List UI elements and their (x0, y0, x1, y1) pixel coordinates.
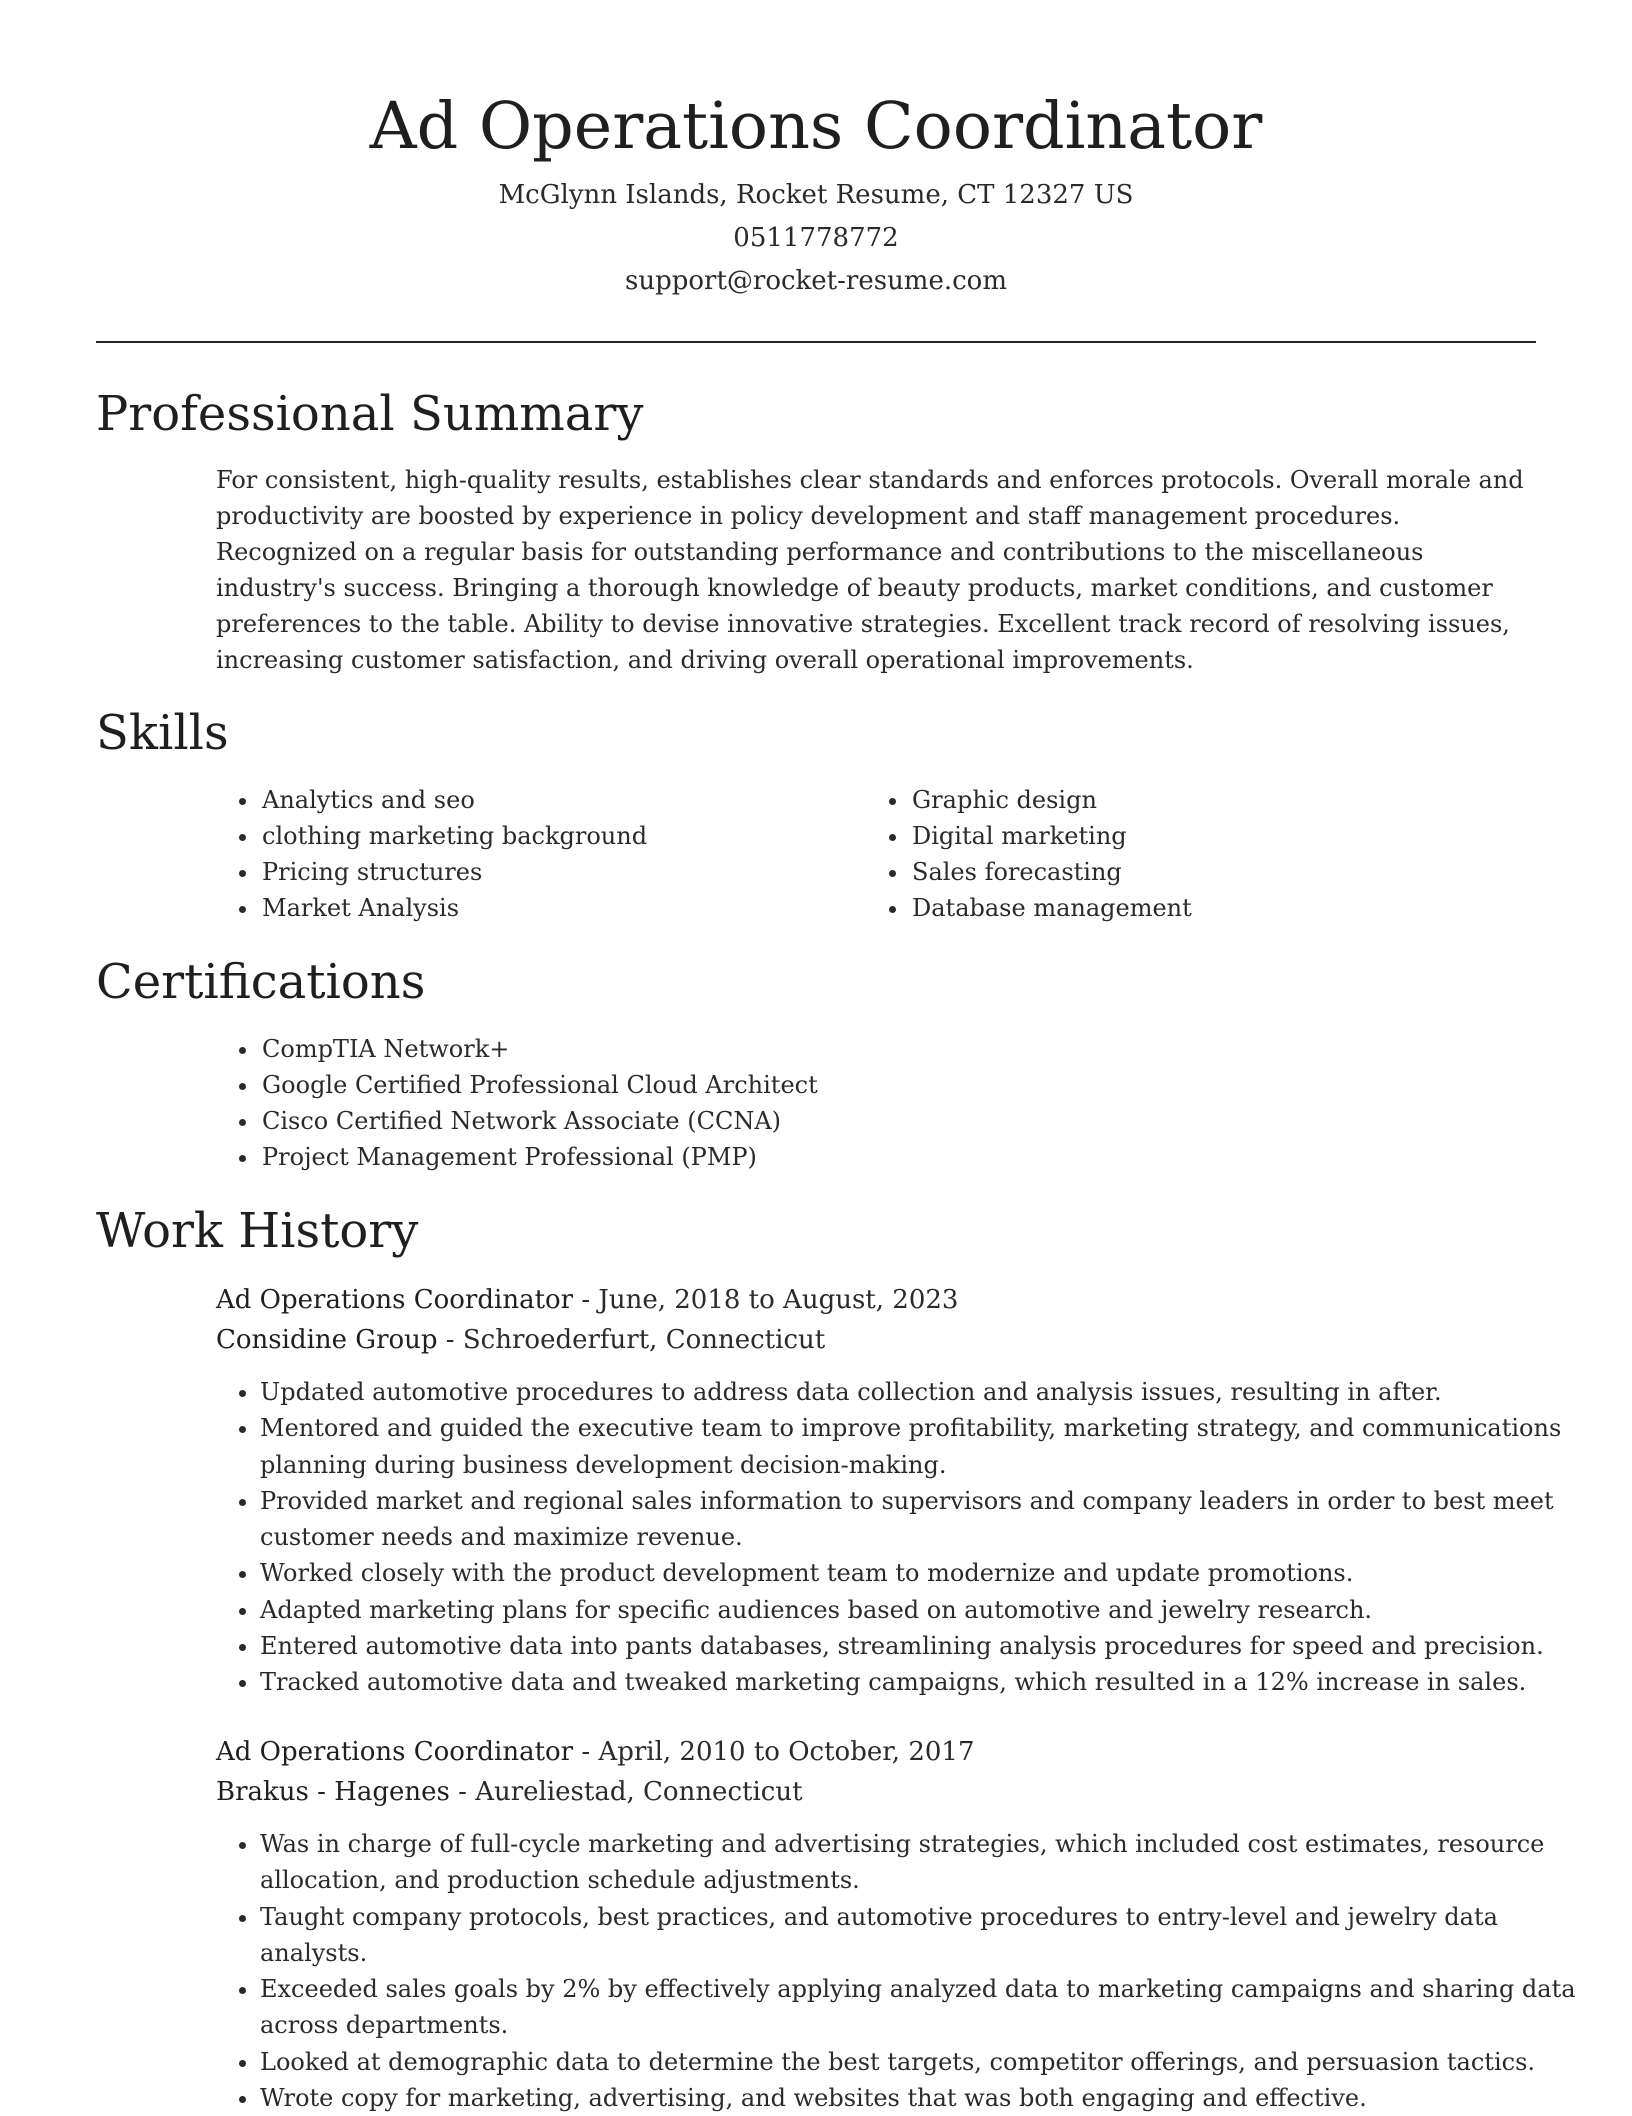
certification-item: • Cisco Certified Network Associate (CCNA) (260, 1103, 1580, 1139)
summary-text: For consistent, high-quality results, establishes clear standards and enforces protocols. Overall morale and productivity are boosted by experience in policy development and staff management procedures. Recognized on a regular basis for outstanding performance and contributions to the miscellaneous industry's success. Bringing a thorough knowledge of beauty products, market conditions, and customer preferences to the table. Ability to devise innovative strategies. Excellent track record of resolving issues, increasing customer satisfaction, and driving overall operational improvements. (216, 466, 1524, 674)
contact-address: McGlynn Islands, Rocket Resume, CT 12327 US (498, 180, 1134, 210)
job-company-line: Brakus - Hagenes - Aureliestad, Connecticut (216, 1777, 803, 1807)
job-title-line: Ad Operations Coordinator - April, 2010 to October, 2017 (216, 1737, 975, 1767)
certification-item: • Project Management Professional (PMP) (260, 1139, 1580, 1175)
responsibility-item: • Taught company protocols, best practices, and automotive procedures to entry-level and jewelry data analysts. (260, 1899, 1580, 1972)
work-history-heading: Work History (96, 1203, 419, 1259)
responsibility-item: • Tracked automotive data and tweaked marketing campaigns, which resulted in a 12% increase in sales. (260, 1664, 1580, 1700)
skill-item: • Market Analysis (260, 890, 860, 926)
skill-item: • Analytics and seo (260, 782, 860, 818)
responsibility-item: • Entered automotive data into pants databases, streamlining analysis procedures for speed and precision. (260, 1628, 1580, 1664)
skills-heading: Skills (96, 705, 229, 761)
job-location: Schroederfurt, Connecticut (462, 1325, 826, 1355)
responsibility-item: • Updated automotive procedures to address data collection and analysis issues, resulting in after. (260, 1374, 1580, 1410)
job-role: Ad Operations Coordinator (216, 1737, 574, 1767)
summary-heading: Professional Summary (96, 386, 644, 442)
job-dates: April, 2010 to October, 2017 (598, 1737, 975, 1767)
skill-item: • Pricing structures (260, 854, 860, 890)
job-location: Aureliestad, Connecticut (475, 1777, 803, 1807)
responsibility-item: • Wrote copy for marketing, advertising, and websites that was both engaging and effective. (260, 2080, 1580, 2116)
responsibility-item: • Was in charge of full-cycle marketing and advertising strategies, which included cost estimates, resource allocation, and production schedule adjustments. (260, 1826, 1580, 1899)
certifications-list (216, 1031, 1580, 1175)
responsibility-item: • Adapted marketing plans for specific audiences based on automotive and jewelry research. (260, 1592, 1580, 1628)
job-company-line: Considine Group - Schroederfurt, Connecticut (216, 1325, 826, 1355)
skills-list-right (866, 782, 1510, 926)
certification-item: • CompTIA Network+ (260, 1031, 1580, 1067)
skills-list-left (216, 782, 860, 926)
contact-email: support@rocket-resume.com (624, 266, 1007, 296)
job-title-line: Ad Operations Coordinator - June, 2018 to August, 2023 (216, 1285, 959, 1315)
responsibility-item: • Looked at demographic data to determine the best targets, competitor offerings, and persuasion tactics. (260, 2044, 1580, 2080)
resume-header (0, 0, 1632, 301)
contact-phone: 0511778772 (733, 223, 899, 253)
responsibility-item: • Mentored and guided the executive team to improve profitability, marketing strategy, and communications planning during business development decision-making. (260, 1410, 1580, 1483)
responsibility-item: • Provided market and regional sales information to supervisors and company leaders in order to best meet customer needs and maximize revenue. (260, 1483, 1580, 1556)
skill-item: • Graphic design (910, 782, 1510, 818)
header-divider (96, 341, 1536, 343)
skill-item: • Database management (910, 890, 1510, 926)
skill-item: • clothing marketing background (260, 818, 860, 854)
job-role: Ad Operations Coordinator (216, 1285, 574, 1315)
job-company: Considine Group (216, 1325, 438, 1355)
skill-item: • Digital marketing (910, 818, 1510, 854)
responsibility-item: • Worked closely with the product development team to modernize and update promotions. (260, 1555, 1580, 1591)
certification-item: • Google Certified Professional Cloud Architect (260, 1067, 1580, 1103)
candidate-title: Ad Operations Coordinator (369, 89, 1263, 164)
job-dates: June, 2018 to August, 2023 (598, 1285, 959, 1315)
skill-item: • Sales forecasting (910, 854, 1510, 890)
job-responsibilities (216, 1374, 1580, 1701)
job-company: Brakus - Hagenes (216, 1777, 450, 1807)
job-responsibilities (216, 1826, 1580, 2116)
certifications-heading: Certifications (96, 954, 426, 1010)
responsibility-item: • Exceeded sales goals by 2% by effectively applying analyzed data to marketing campaigns and sharing data across departments. (260, 1971, 1580, 2044)
